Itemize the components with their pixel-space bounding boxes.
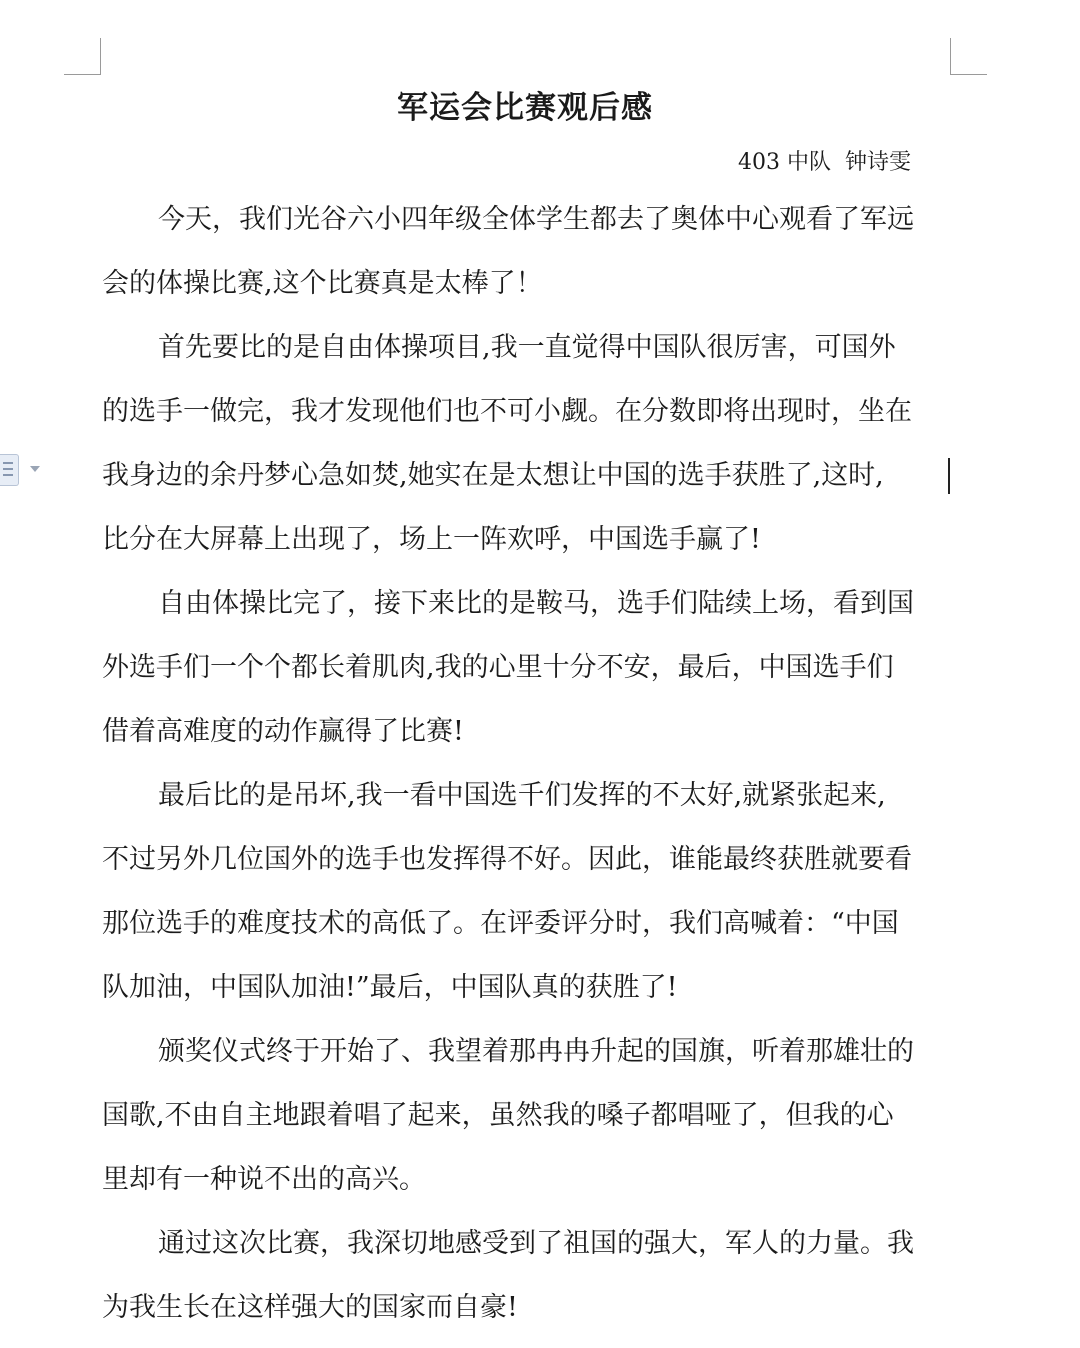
- margin-corner-top-right: [950, 38, 987, 75]
- paragraph-2-line-3: 我身边的余丹梦心急如焚,她实在是太想让中国的选手获胜了,这时,: [102, 460, 884, 491]
- paragraph-2-line-4: 比分在大屏幕上出现了，场上一阵欢呼，中国选手赢了!: [102, 524, 761, 555]
- author-line: 403 中队 钟诗雯: [738, 150, 911, 175]
- paragraph-6-line-1: 通过这次比赛，我深切地感受到了祖国的强大，军人的力量。我: [158, 1228, 914, 1259]
- paragraph-4-line-4: 队加油，中国队加油!”最后，中国队真的获胜了!: [102, 972, 678, 1003]
- margin-corner-top-left: [64, 38, 101, 75]
- document-map-icon[interactable]: [0, 454, 19, 486]
- paragraph-1-line-1: 今天，我们光谷六小四年级全体学生都去了奥体中心观看了军远: [158, 204, 914, 235]
- paragraph-5-line-3: 里却有一种说不出的高兴。: [102, 1164, 426, 1195]
- paragraph-4-line-3: 那位选手的难度技术的高低了。在评委评分时，我们高喊着：“中国: [102, 908, 899, 939]
- paragraph-1-line-2: 会的体操比赛,这个比赛真是太棒了！: [102, 268, 543, 299]
- paragraph-3-line-2: 外选手们一个个都长着肌肉,我的心里十分不安，最后，中国选手们: [102, 652, 894, 683]
- paragraph-5-line-2: 国歌,不由自主地跟着唱了起来，虽然我的嗓子都唱哑了，但我的心: [102, 1100, 894, 1131]
- paragraph-4-line-1: 最后比的是吊坏,我一看中国选千们发挥的不太好,就紧张起来,: [158, 780, 886, 811]
- paragraph-6-line-2: 为我生长在这样强大的国家而自豪!: [102, 1292, 518, 1323]
- paragraph-3-line-3: 借着高难度的动作赢得了比赛!: [102, 716, 464, 747]
- paragraph-3-line-1: 自由体操比完了，接下来比的是鞍马，选手们陆续上场，看到国: [158, 588, 914, 619]
- paragraph-4-line-2: 不过另外几位国外的选手也发挥得不好。因此，谁能最终获胜就要看: [102, 844, 912, 875]
- document-title: 军运会比赛观后感: [397, 90, 653, 126]
- document-body[interactable]: [102, 188, 952, 1340]
- paragraph-2-line-2: 的选手一做完，我才发现他们也不可小觑。在分数即将出现时，坐在: [102, 396, 912, 427]
- text-cursor: [948, 458, 950, 494]
- paragraph-5-line-1: 颁奖仪式终于开始了、我望着那冉冉升起的国旗，听着那雄壮的: [158, 1036, 914, 1067]
- paragraph-2-line-1: 首先要比的是自由体操项目,我一直觉得中国队很厉害，可国外: [158, 332, 896, 363]
- chevron-down-icon[interactable]: [30, 466, 40, 472]
